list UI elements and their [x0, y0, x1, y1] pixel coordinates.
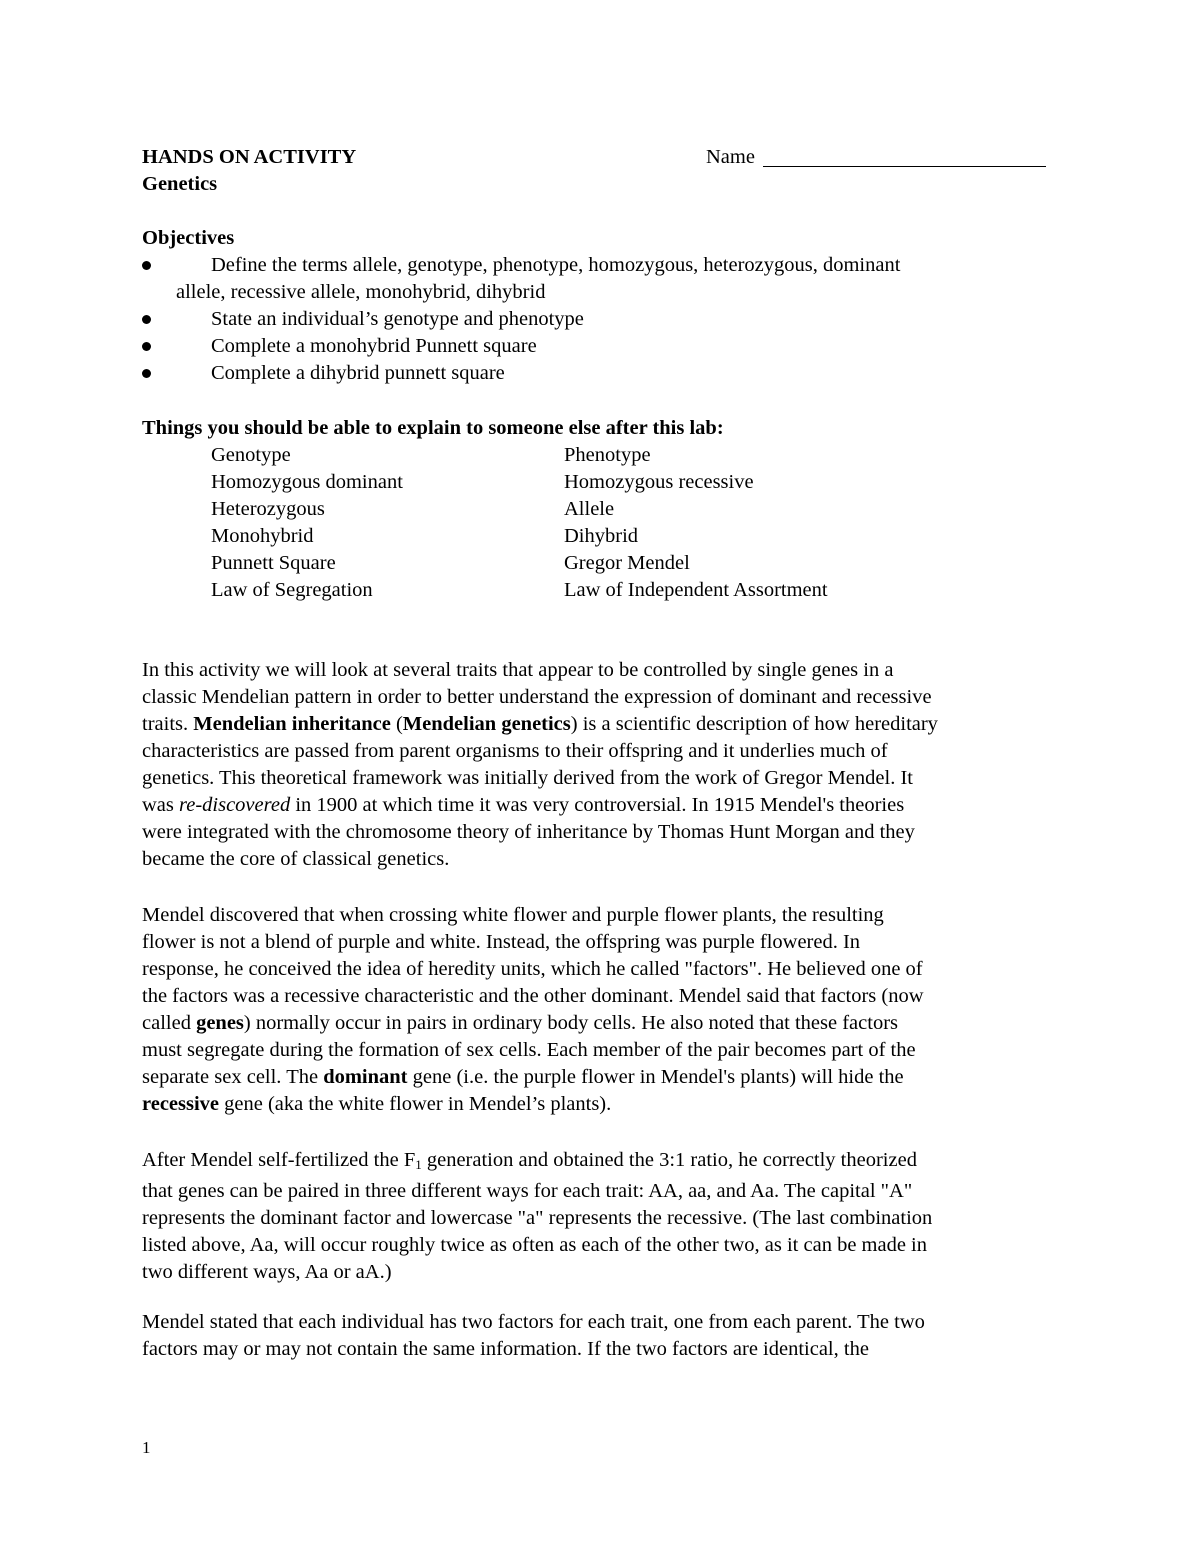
text-line: Mendel stated that each individual has two factors for each trait, one from each parent. The two	[142, 1311, 925, 1333]
paragraph-f1-generation	[142, 1147, 1062, 1286]
text-line	[142, 1147, 1062, 1178]
objective-text: State an individual’s genotype and phenotype	[211, 308, 584, 330]
objective-item	[142, 333, 1042, 360]
text-line: that genes can be paired in three different ways for each trait: AA, aa, and Aa. The capital "A"	[142, 1180, 913, 1202]
header-row	[142, 144, 1052, 171]
term-cell: Dihybrid	[564, 525, 639, 547]
objective-item	[142, 360, 1042, 387]
text-run: generation and obtained the 3:1 ratio, he correctly theorized	[421, 1149, 917, 1171]
text-line: the factors was a recessive characteristic and the other dominant. Mendel said that factors (now	[142, 985, 924, 1007]
text-line	[142, 1091, 1062, 1118]
text-run: gene (i.e. the purple flower in Mendel's plants) will hide the	[407, 1066, 904, 1088]
text-line: Mendel discovered that when crossing white flower and purple flower plants, the resulting	[142, 904, 884, 926]
text-run: called	[142, 1012, 197, 1034]
terms-row	[211, 496, 828, 523]
text-line	[142, 792, 1062, 819]
text-run: (	[390, 713, 403, 735]
objective-text-continued: allele, recessive allele, monohybrid, dihybrid	[176, 281, 546, 303]
italic-term: re-discovered	[179, 794, 291, 816]
objectives-list	[142, 252, 1042, 387]
text-line: In this activity we will look at several traits that appear to be controlled by single genes in a	[142, 659, 894, 681]
term-cell: Allele	[564, 498, 615, 520]
paragraph-mendelian-intro	[142, 657, 1062, 873]
text-run: gene (aka the white flower in Mendel’s plants).	[219, 1093, 612, 1115]
term-cell: Gregor Mendel	[564, 552, 690, 574]
bold-term: Mendelian inheritance	[193, 713, 391, 735]
text-run: After Mendel self-fertilized the F	[142, 1149, 416, 1171]
text-run: in 1900 at which time it was very controversial. In 1915 Mendel's theories	[290, 794, 905, 816]
bold-term: genes	[196, 1012, 244, 1034]
objective-item	[142, 306, 1042, 333]
text-line: characteristics are passed from parent organisms to their offspring and it underlies much of	[142, 740, 888, 762]
text-run: separate sex cell. The	[142, 1066, 324, 1088]
text-line: factors may or may not contain the same information. If the two factors are identical, the	[142, 1338, 869, 1360]
text-line: genetics. This theoretical framework was initially derived from the work of Gregor Mendel. It	[142, 767, 913, 789]
text-run: ) normally occur in pairs in ordinary body cells. He also noted that these factors	[243, 1012, 899, 1034]
text-run: traits.	[142, 713, 194, 735]
text-line	[142, 1064, 1062, 1091]
text-run: was	[142, 794, 180, 816]
bold-term: Mendelian genetics	[402, 713, 571, 735]
terms-table	[211, 442, 828, 604]
term-cell: Homozygous dominant	[211, 471, 403, 493]
text-line: must segregate during the formation of sex cells. Each member of the pair becomes part of the	[142, 1039, 916, 1061]
subscript: 1	[415, 1157, 422, 1172]
bold-term: recessive	[142, 1093, 220, 1115]
terms-row	[211, 442, 828, 469]
term-cell: Law of Independent Assortment	[564, 579, 828, 601]
objective-text: Define the terms allele, genotype, phenotype, homozygous, heterozygous, dominant	[211, 254, 901, 276]
name-blank-line[interactable]	[763, 166, 1046, 167]
objective-text: Complete a dihybrid punnett square	[211, 362, 505, 384]
things-heading: Things you should be able to explain to someone else after this lab:	[142, 417, 724, 439]
text-line: flower is not a blend of purple and white. Instead, the offspring was purple flowered. In	[142, 931, 861, 953]
text-line	[142, 1010, 1062, 1037]
term-cell: Homozygous recessive	[564, 471, 754, 493]
term-cell: Phenotype	[564, 444, 651, 466]
text-line: two different ways, Aa or aA.)	[142, 1261, 392, 1283]
text-line: were integrated with the chromosome theory of inheritance by Thomas Hunt Morgan and they	[142, 821, 915, 843]
terms-row	[211, 577, 828, 604]
objective-text: Complete a monohybrid Punnett square	[211, 335, 537, 357]
document-subtitle: Genetics	[142, 173, 218, 195]
text-line: became the core of classical genetics.	[142, 848, 450, 870]
terms-row	[211, 523, 828, 550]
bold-term: dominant	[323, 1066, 408, 1088]
terms-row	[211, 469, 828, 496]
text-line	[142, 711, 1062, 738]
text-line: represents the dominant factor and lowercase "a" represents the recessive. (The last combination	[142, 1207, 933, 1229]
text-run: ) is a scientific description of how hereditary	[570, 713, 938, 735]
page-number: 1	[142, 1438, 151, 1457]
text-line: response, he conceived the idea of heredity units, which he called "factors". He believed one of	[142, 958, 923, 980]
term-cell: Punnett Square	[211, 552, 336, 574]
paragraph-mendel-discovery	[142, 902, 1062, 1118]
objective-item	[142, 252, 1042, 306]
name-label: Name	[706, 146, 755, 168]
text-line: listed above, Aa, will occur roughly twice as often as each of the other two, as it can be made in	[142, 1234, 928, 1256]
document-title: HANDS ON ACTIVITY	[142, 146, 357, 168]
term-cell: Monohybrid	[211, 525, 314, 547]
objectives-heading: Objectives	[142, 227, 235, 249]
term-cell: Law of Segregation	[211, 579, 373, 601]
text-line: classic Mendelian pattern in order to better understand the expression of dominant and recessive	[142, 686, 932, 708]
term-cell: Genotype	[211, 444, 291, 466]
paragraph-two-factors	[142, 1309, 1062, 1363]
term-cell: Heterozygous	[211, 498, 325, 520]
terms-row	[211, 550, 828, 577]
